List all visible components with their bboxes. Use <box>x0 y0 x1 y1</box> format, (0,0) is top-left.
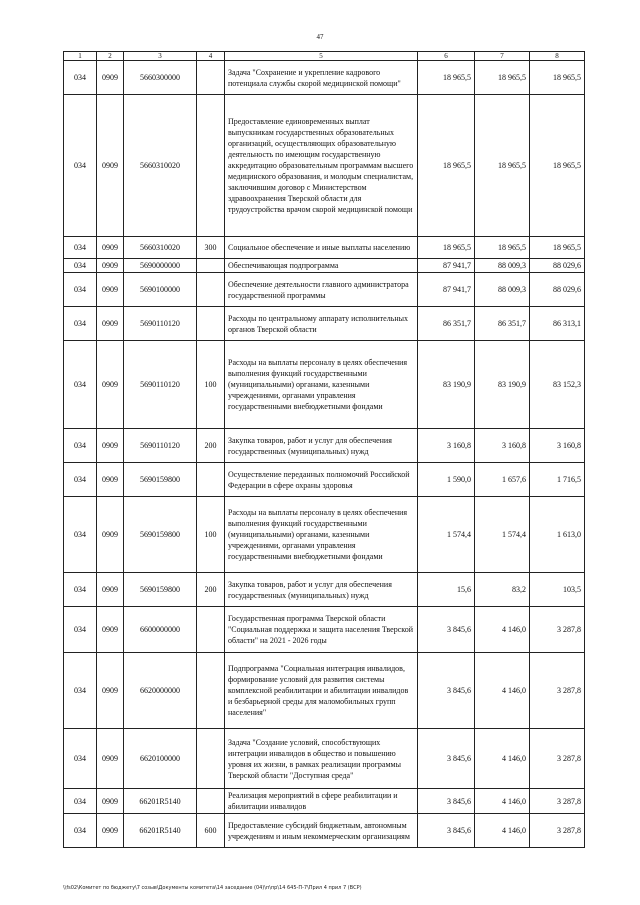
description-cell: Предоставление субсидий бюджетным, автономным учреждениям и иным некоммерческим организациям <box>225 814 418 848</box>
amount-year1-cell: 3 160,8 <box>418 429 475 463</box>
section-code-cell: 0909 <box>97 95 124 237</box>
amount-year3-cell: 18 965,5 <box>530 237 585 259</box>
amount-year3-cell: 3 287,8 <box>530 789 585 814</box>
amount-year1-cell: 1 590,0 <box>418 463 475 497</box>
description-cell: Реализация мероприятий в сфере реабилитации и абилитации инвалидов <box>225 789 418 814</box>
amount-year2-cell: 1 574,4 <box>475 497 530 573</box>
table-row <box>64 273 585 307</box>
section-code-cell: 0909 <box>97 61 124 95</box>
table-row <box>64 573 585 607</box>
expense-type-cell <box>197 95 225 237</box>
amount-year2-cell: 4 146,0 <box>475 814 530 848</box>
section-code-cell: 0909 <box>97 259 124 273</box>
amount-year2-cell: 88 009,3 <box>475 259 530 273</box>
ministry-code-cell: 034 <box>64 61 97 95</box>
table-row <box>64 497 585 573</box>
amount-year3-cell: 88 029,6 <box>530 273 585 307</box>
expense-type-cell <box>197 463 225 497</box>
amount-year1-cell: 87 941,7 <box>418 259 475 273</box>
description-cell: Осуществление переданных полномочий Российской Федерации в сфере охраны здоровья <box>225 463 418 497</box>
amount-year3-cell: 1 716,5 <box>530 463 585 497</box>
footer-file-path: \\fs02\Комитет по бюджету\7 созыв\Документы комитета\14 заседание (04)\п\пр\14 645-П-7\Прил 4 прил 7 (ВСР) <box>63 885 362 891</box>
amount-year3-cell: 3 287,8 <box>530 607 585 653</box>
table-row <box>64 729 585 789</box>
article-code-cell: 5660300000 <box>124 61 197 95</box>
description-cell: Закупка товаров, работ и услуг для обеспечения государственных (муниципальных) нужд <box>225 573 418 607</box>
description-cell: Подпрограмма "Социальная интеграция инвалидов, формирование условий для развития системы комплексной реабилитации и абилитации инвалидов и безбарьерной среды для маломобильных групп населения" <box>225 653 418 729</box>
article-code-cell: 6600000000 <box>124 607 197 653</box>
article-code-cell: 5690000000 <box>124 259 197 273</box>
table-body <box>64 61 585 848</box>
description-cell: Государственная программа Тверской области "Социальная поддержка и защита населения Тверской области" на 2021 - 2026 годы <box>225 607 418 653</box>
article-code-cell: 5690159800 <box>124 497 197 573</box>
section-code-cell: 0909 <box>97 814 124 848</box>
ministry-code-cell: 034 <box>64 653 97 729</box>
article-code-cell: 5690110120 <box>124 341 197 429</box>
column-number-7: 7 <box>475 52 530 61</box>
amount-year3-cell: 88 029,6 <box>530 259 585 273</box>
expense-type-cell: 200 <box>197 573 225 607</box>
article-code-cell: 66201R5140 <box>124 814 197 848</box>
description-cell: Задача "Создание условий, способствующих интеграции инвалидов в общество и повышению уровня их жизни, в рамках реализации программы Тверской области "Доступная среда" <box>225 729 418 789</box>
column-number-row <box>64 52 585 61</box>
table-row <box>64 789 585 814</box>
article-code-cell: 66201R5140 <box>124 789 197 814</box>
amount-year2-cell: 4 146,0 <box>475 653 530 729</box>
description-cell: Социальное обеспечение и иные выплаты населению <box>225 237 418 259</box>
expense-type-cell: 100 <box>197 341 225 429</box>
amount-year2-cell: 1 657,6 <box>475 463 530 497</box>
expense-type-cell: 600 <box>197 814 225 848</box>
article-code-cell: 5690159800 <box>124 463 197 497</box>
amount-year1-cell: 86 351,7 <box>418 307 475 341</box>
table-row <box>64 237 585 259</box>
section-code-cell: 0909 <box>97 789 124 814</box>
amount-year1-cell: 1 574,4 <box>418 497 475 573</box>
amount-year3-cell: 3 287,8 <box>530 729 585 789</box>
amount-year1-cell: 3 845,6 <box>418 814 475 848</box>
column-number-1: 1 <box>64 52 97 61</box>
section-code-cell: 0909 <box>97 573 124 607</box>
column-number-2: 2 <box>97 52 124 61</box>
amount-year2-cell: 4 146,0 <box>475 607 530 653</box>
column-number-5: 5 <box>225 52 418 61</box>
ministry-code-cell: 034 <box>64 237 97 259</box>
table-row <box>64 429 585 463</box>
ministry-code-cell: 034 <box>64 429 97 463</box>
section-code-cell: 0909 <box>97 607 124 653</box>
amount-year2-cell: 4 146,0 <box>475 789 530 814</box>
amount-year2-cell: 3 160,8 <box>475 429 530 463</box>
section-code-cell: 0909 <box>97 273 124 307</box>
expense-type-cell: 100 <box>197 497 225 573</box>
ministry-code-cell: 034 <box>64 729 97 789</box>
expense-type-cell <box>197 729 225 789</box>
table-row <box>64 307 585 341</box>
amount-year1-cell: 15,6 <box>418 573 475 607</box>
amount-year1-cell: 87 941,7 <box>418 273 475 307</box>
amount-year3-cell: 3 287,8 <box>530 653 585 729</box>
description-cell: Расходы на выплаты персоналу в целях обеспечения выполнения функций государственными (муниципальными) органами, казенными учреждениями, органами управления государственными внебюджетными фондами <box>225 341 418 429</box>
section-code-cell: 0909 <box>97 729 124 789</box>
ministry-code-cell: 034 <box>64 259 97 273</box>
amount-year2-cell: 88 009,3 <box>475 273 530 307</box>
table-row <box>64 61 585 95</box>
article-code-cell: 5690159800 <box>124 573 197 607</box>
expense-type-cell <box>197 607 225 653</box>
amount-year1-cell: 18 965,5 <box>418 237 475 259</box>
table-row <box>64 259 585 273</box>
expense-type-cell <box>197 789 225 814</box>
amount-year1-cell: 83 190,9 <box>418 341 475 429</box>
ministry-code-cell: 034 <box>64 307 97 341</box>
expense-type-cell <box>197 307 225 341</box>
section-code-cell: 0909 <box>97 341 124 429</box>
amount-year2-cell: 18 965,5 <box>475 61 530 95</box>
description-cell: Обеспечивающая подпрограмма <box>225 259 418 273</box>
article-code-cell: 5690100000 <box>124 273 197 307</box>
ministry-code-cell: 034 <box>64 573 97 607</box>
amount-year1-cell: 3 845,6 <box>418 607 475 653</box>
amount-year3-cell: 3 287,8 <box>530 814 585 848</box>
column-number-6: 6 <box>418 52 475 61</box>
table-row <box>64 341 585 429</box>
description-cell: Обеспечение деятельности главного администратора государственной программы <box>225 273 418 307</box>
amount-year2-cell: 83 190,9 <box>475 341 530 429</box>
amount-year1-cell: 3 845,6 <box>418 789 475 814</box>
column-number-3: 3 <box>124 52 197 61</box>
ministry-code-cell: 034 <box>64 789 97 814</box>
section-code-cell: 0909 <box>97 463 124 497</box>
description-cell: Расходы на выплаты персоналу в целях обеспечения выполнения функций государственными (муниципальными) органами, казенными учреждениями, органами управления государственными внебюджетными фондами <box>225 497 418 573</box>
description-cell: Закупка товаров, работ и услуг для обеспечения государственных (муниципальных) нужд <box>225 429 418 463</box>
article-code-cell: 6620100000 <box>124 729 197 789</box>
article-code-cell: 5660310020 <box>124 95 197 237</box>
page-number: 47 <box>316 33 324 41</box>
amount-year3-cell: 18 965,5 <box>530 95 585 237</box>
expense-type-cell: 300 <box>197 237 225 259</box>
ministry-code-cell: 034 <box>64 95 97 237</box>
article-code-cell: 5660310020 <box>124 237 197 259</box>
amount-year1-cell: 18 965,5 <box>418 95 475 237</box>
amount-year1-cell: 3 845,6 <box>418 729 475 789</box>
amount-year3-cell: 3 160,8 <box>530 429 585 463</box>
table-row <box>64 607 585 653</box>
expense-type-cell: 200 <box>197 429 225 463</box>
expense-type-cell <box>197 259 225 273</box>
ministry-code-cell: 034 <box>64 463 97 497</box>
description-cell: Задача "Сохранение и укрепление кадрового потенциала службы скорой медицинской помощи" <box>225 61 418 95</box>
amount-year2-cell: 83,2 <box>475 573 530 607</box>
amount-year1-cell: 18 965,5 <box>418 61 475 95</box>
amount-year2-cell: 18 965,5 <box>475 237 530 259</box>
amount-year2-cell: 4 146,0 <box>475 729 530 789</box>
amount-year3-cell: 86 313,1 <box>530 307 585 341</box>
column-number-4: 4 <box>197 52 225 61</box>
ministry-code-cell: 034 <box>64 814 97 848</box>
amount-year2-cell: 18 965,5 <box>475 95 530 237</box>
ministry-code-cell: 034 <box>64 497 97 573</box>
budget-table <box>63 51 585 848</box>
expense-type-cell <box>197 273 225 307</box>
expense-type-cell <box>197 653 225 729</box>
table-row <box>64 95 585 237</box>
amount-year1-cell: 3 845,6 <box>418 653 475 729</box>
ministry-code-cell: 034 <box>64 607 97 653</box>
table-row <box>64 463 585 497</box>
section-code-cell: 0909 <box>97 497 124 573</box>
section-code-cell: 0909 <box>97 237 124 259</box>
description-cell: Расходы по центральному аппарату исполнительных органов Тверской области <box>225 307 418 341</box>
description-cell: Предоставление единовременных выплат выпускникам государственных образовательных организаций, осуществляющих образовательную деятельность по имеющим государственную аккредитацию образовательным программам высшего медицинского образования, и молодым специалистам, заключившим договор с Министерством здравоохранения Тверской области для трудоустройства врачом скорой медицинской помощи <box>225 95 418 237</box>
ministry-code-cell: 034 <box>64 273 97 307</box>
article-code-cell: 6620000000 <box>124 653 197 729</box>
table-row <box>64 814 585 848</box>
section-code-cell: 0909 <box>97 653 124 729</box>
amount-year3-cell: 83 152,3 <box>530 341 585 429</box>
article-code-cell: 5690110120 <box>124 307 197 341</box>
ministry-code-cell: 034 <box>64 341 97 429</box>
amount-year2-cell: 86 351,7 <box>475 307 530 341</box>
expense-type-cell <box>197 61 225 95</box>
table-row <box>64 653 585 729</box>
amount-year3-cell: 1 613,0 <box>530 497 585 573</box>
column-number-8: 8 <box>530 52 585 61</box>
amount-year3-cell: 103,5 <box>530 573 585 607</box>
amount-year3-cell: 18 965,5 <box>530 61 585 95</box>
section-code-cell: 0909 <box>97 429 124 463</box>
section-code-cell: 0909 <box>97 307 124 341</box>
article-code-cell: 5690110120 <box>124 429 197 463</box>
